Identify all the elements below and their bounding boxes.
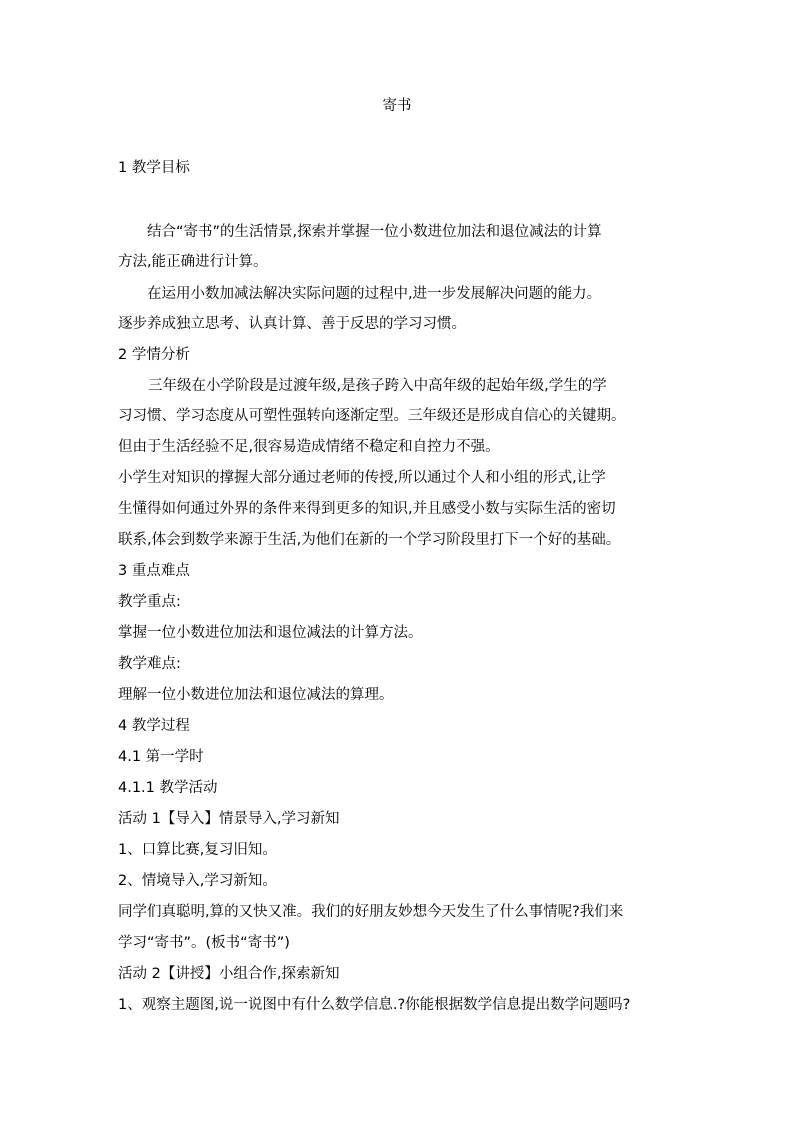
paragraph-line: 方法,能正确进行计算。 bbox=[118, 254, 268, 270]
paragraph-line: 掌握一位小数进位加法和退位减法的计算方法。 bbox=[118, 625, 423, 641]
paragraph-line: 1、观察主题图,说一说图中有什么数学信息.?你能根据数学信息提出数学问题吗? bbox=[118, 997, 631, 1013]
paragraph-line: 同学们真聪明,算的又快又准。我们的好朋友妙想今天发生了什么事情呢?我们来 bbox=[118, 904, 624, 920]
paragraph-line: 学习“寄书”。(板书“寄书”) bbox=[118, 935, 290, 951]
subheading-teaching-activities: 4.1.1 教学活动 bbox=[118, 780, 218, 796]
paragraph-line: 2、情境导入,学习新知。 bbox=[118, 873, 277, 889]
heading-teaching-goals: 1 教学目标 bbox=[118, 160, 190, 176]
paragraph-line: 逐步养成独立思考、认真计算、善于反思的学习习惯。 bbox=[118, 316, 466, 332]
paragraph-line: 小学生对知识的撑握大部分通过老师的传授,所以通过个人和小组的形式,让学 bbox=[118, 470, 606, 486]
activity-2-heading: 活动 2【讲授】小组合作,探索新知 bbox=[118, 966, 340, 982]
paragraph-line: 结合“寄书”的生活情景,探索并掌握一位小数进位加法和退位减法的计算 bbox=[147, 224, 602, 240]
document-title: 寄书 bbox=[382, 98, 412, 114]
heading-learner-analysis: 2 学情分析 bbox=[118, 347, 190, 363]
paragraph-line: 在运用小数加减法解决实际问题的过程中,进一步发展解决问题的能力。 bbox=[147, 286, 602, 302]
paragraph-line: 教学难点: bbox=[118, 656, 181, 672]
activity-1-heading: 活动 1【导入】情景导入,学习新知 bbox=[118, 811, 340, 827]
paragraph-line: 三年级在小学阶段是过渡年级,是孩子跨入中高年级的起始年级,学生的学 bbox=[148, 378, 607, 394]
paragraph-line: 习习惯、学习态度从可塑性强转向逐渐定型。三年级还是形成自信心的关键期。 bbox=[118, 408, 626, 424]
paragraph-line: 教学重点: bbox=[118, 594, 181, 610]
paragraph-line: 生懂得如何通过外界的条件来得到更多的知识,并且感受小数与实际生活的密切 bbox=[118, 501, 616, 517]
heading-key-points: 3 重点难点 bbox=[118, 563, 190, 579]
heading-teaching-process: 4 教学过程 bbox=[118, 718, 190, 734]
subheading-first-lesson: 4.1 第一学时 bbox=[118, 749, 204, 765]
paragraph-line: 但由于生活经验不足,很容易造成情绪不稳定和自控力不强。 bbox=[118, 439, 500, 455]
paragraph-line: 理解一位小数进位加法和退位减法的算理。 bbox=[118, 687, 394, 703]
paragraph-line: 1、口算比赛,复习旧知。 bbox=[118, 842, 277, 858]
paragraph-line: 联系,体会到数学来源于生活,为他们在新的一个学习阶段里打下一个好的基础。 bbox=[118, 532, 621, 548]
